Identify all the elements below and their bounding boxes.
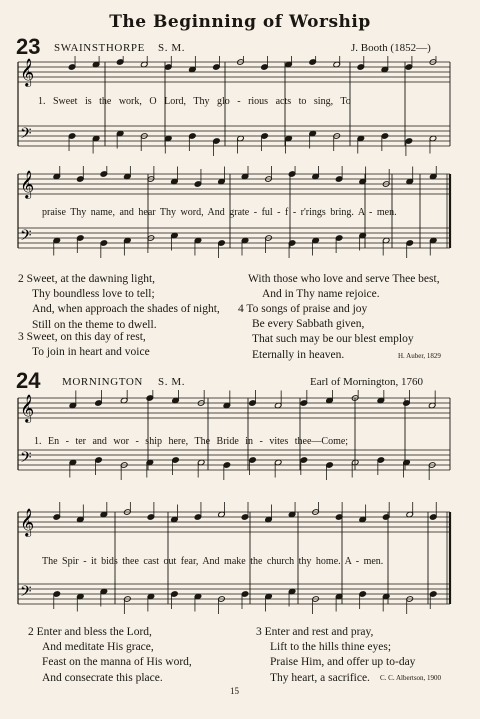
treble-clef-icon: 𝄞 <box>20 508 35 536</box>
verse-line: And consecrate this place. <box>42 671 163 684</box>
verse-line: And meditate His grace, <box>42 641 154 654</box>
hymn-24-tune-name: MORNINGTON <box>62 376 143 388</box>
verse-line: Lift to the hills thine eyes; <box>270 641 392 654</box>
treble-clef-icon: 𝄞 <box>20 394 35 422</box>
verse-line: Thy boundless love to tell; <box>32 288 155 301</box>
bass-clef-icon: 𝄢 <box>20 583 32 604</box>
hymn-24-verse-2 <box>28 625 192 686</box>
verse-line: Praise Him, and offer up to-day <box>270 656 416 669</box>
verse-line: Be every Sabbath given, <box>252 318 365 331</box>
verse-line: 4 To songs of praise and joy <box>238 303 368 315</box>
verse-line: And in Thy name rejoice. <box>262 288 380 301</box>
hymn-23-verse-4 <box>238 302 414 363</box>
verse-line: 2 Sweet, at the dawning light, <box>18 273 156 285</box>
hymn-23-verse-3-cont <box>248 272 440 302</box>
verse-line: And, when approach the shades of night, <box>32 303 220 316</box>
hymn-24-author-credit: C. C. Albertson, 1900 <box>380 674 442 682</box>
hymn-23-number: 23 <box>16 34 41 59</box>
treble-clef-icon: 𝄞 <box>20 170 35 198</box>
hymn-23-meter: S. M. <box>158 42 186 54</box>
hymn-24-meter: S. M. <box>158 376 186 388</box>
hymn-23-verse-3 <box>18 330 150 360</box>
verse-line: Still on the theme to dwell. <box>32 318 157 331</box>
hymn-23-tune-name: SWAINSTHORPE <box>54 42 145 54</box>
bass-clef-icon: 𝄢 <box>20 227 32 248</box>
hymn-23-verse-2 <box>18 272 220 333</box>
hymn-24-number: 24 <box>16 368 41 393</box>
hymn-24-composer: Earl of Mornington, 1760 <box>310 376 424 388</box>
verse-line: 3 Enter and rest and pray, <box>256 626 374 638</box>
bass-clef-icon: 𝄢 <box>20 449 32 470</box>
bass-clef-icon: 𝄢 <box>20 125 32 146</box>
hymn-24-lyric-line-2: The Spir - it bids thee cast out fear, And make the church thy home. A - men. <box>42 556 384 567</box>
verse-line: Eternally in heaven. <box>252 348 345 361</box>
verse-line: That such may be our blest employ <box>252 333 414 346</box>
verse-line: With those who love and serve Thee best, <box>248 273 440 285</box>
verse-line: 2 Enter and bless the Lord, <box>28 626 152 638</box>
treble-clef-icon: 𝄞 <box>20 58 35 86</box>
page-title: The Beginning of Worship <box>109 12 371 32</box>
verse-line: To join in heart and voice <box>32 346 150 359</box>
verse-line: 3 Sweet, on this day of rest, <box>18 331 146 343</box>
hymn-23-composer: J. Booth (1852—) <box>351 42 431 54</box>
hymn-23-author-credit: H. Auber, 1829 <box>398 352 441 360</box>
hymn-23-lyric-line-1: 1. Sweet is the work, O Lord, Thy glo - rious acts to sing, To <box>38 96 351 107</box>
verse-line: Thy heart, a sacrifice. <box>270 671 370 684</box>
hymn-23-lyric-line-2: praise Thy name, and hear Thy word, And grate - ful - f - r'rings bring. A - men. <box>42 207 397 218</box>
page-number: 15 <box>230 686 239 696</box>
verse-line: Feast on the manna of His word, <box>42 656 192 669</box>
hymn-24-lyric-line-1: 1. En - ter and wor - ship here, The Bride in - vites thee—Come; <box>34 436 349 447</box>
